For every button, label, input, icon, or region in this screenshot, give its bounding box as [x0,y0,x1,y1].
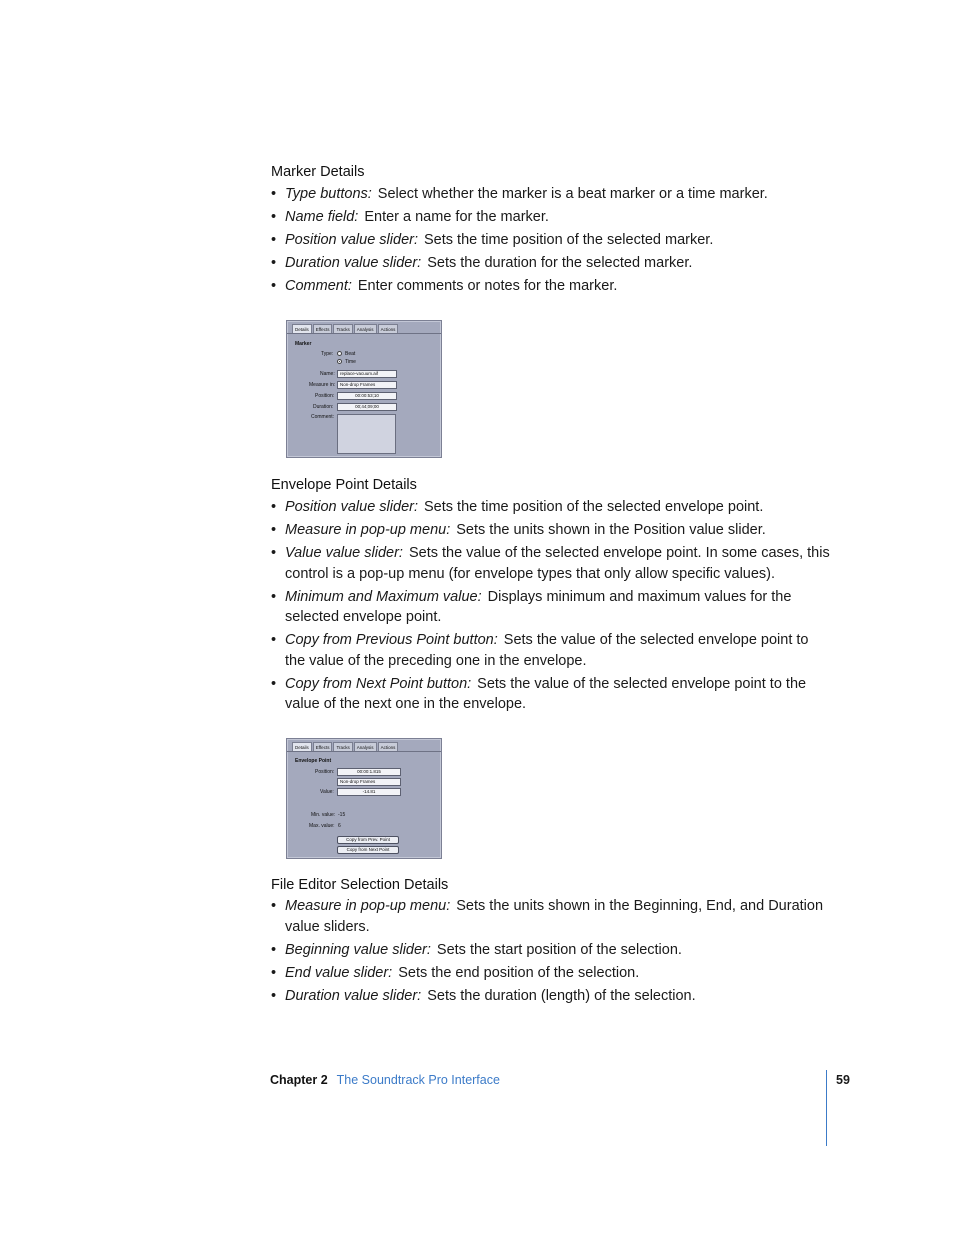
term: Copy from Previous Point button: [285,632,498,648]
section-heading-envelope-point-details: Envelope Point Details [271,477,417,493]
list-item [271,674,831,715]
term: Measure in pop-up menu: [285,522,451,538]
measure-label: Measure in: [309,382,336,388]
description: Sets the end position of the selection. [398,964,640,981]
tab-tracks: Tracks [333,742,352,751]
comment-label: Comment: [311,414,335,420]
measure-popup [337,381,397,389]
description: Enter comments or notes for the marker. [357,278,618,294]
page-number: 59 [836,1073,850,1087]
value-value: -14.81 [362,789,376,794]
list-item [271,630,831,671]
marker-details-screenshot [286,320,442,458]
name-field: replace-vacuum.aif [337,370,397,378]
chapter-title: The Soundtrack Pro Interface [336,1073,500,1087]
term: Position value slider: [285,232,418,248]
list-item [271,587,831,628]
duration-label: Duration: [313,404,334,410]
comment-box [337,414,396,454]
group-title: Marker [295,341,312,347]
tab-effects: Effects [313,742,333,751]
measure-popup-value: Non-drop Frames [340,382,376,387]
position-label: Position: [315,393,335,399]
term: Type buttons: [285,186,372,202]
tab-divider [287,751,441,752]
description: Displays minimum and maximum values for the selected envelope point. [285,588,792,625]
section-heading-file-editor-selection-details: File Editor Selection Details [271,877,449,893]
position-slider [337,768,401,776]
description: Sets the duration for the selected marker. [427,255,693,271]
tab-analysis: Analysis [354,742,377,751]
list-item [271,520,831,541]
envelope-point-screenshot [286,738,442,859]
term: Name field: [285,209,359,225]
term: End value slider: [285,964,393,981]
duration-value: 00;44;09;00 [355,404,379,409]
term: Minimum and Maximum value: [285,588,482,605]
list-item [271,940,831,961]
description: Sets the time position of the selected envelope point. [424,499,764,515]
group-title: Envelope Point [295,758,332,764]
beat-radio-label: Beat [345,351,356,357]
min-value-label: Min. value: [311,812,336,818]
list-item [271,276,831,297]
tab-bar [292,324,398,333]
min-value: -15 [338,812,346,818]
copy-prev-point-button: Copy from Prev. Point [337,836,399,844]
position-value: 00:00:53;10 [355,393,379,398]
description: Sets the units shown in the Beginning, End, and Duration value sliders. [285,898,824,935]
term: Position value slider: [285,499,418,515]
term: Measure in pop-up menu: [285,898,451,914]
tab-tracks: Tracks [333,324,352,333]
file-editor-details-list [271,896,831,1009]
position-label: Position: [315,769,335,775]
description: Sets the value of the selected envelope point. In some cases, this control is a pop-up menu (for envelope types that only allow specific values). [285,545,830,582]
position-slider [337,392,397,400]
measure-popup [337,778,401,786]
tab-effects: Effects [313,324,333,333]
term: Beginning value slider: [285,941,431,958]
term: Duration value slider: [285,987,422,1004]
term: Value value slider: [285,545,403,561]
list-item [271,207,831,228]
copy-next-point-button: Copy from Next Point [337,846,399,854]
beat-radio [337,351,342,356]
term: Copy from Next Point button: [285,675,472,692]
max-value: 6 [338,823,341,829]
value-slider [337,788,401,796]
tab-analysis: Analysis [354,324,377,333]
time-radio-label: Time [345,359,356,365]
chapter-label: Chapter 2 [270,1073,328,1087]
envelope-details-list [271,497,831,717]
description: Select whether the marker is a beat marker or a time marker. [377,186,768,202]
position-value: 00:00:1.815 [357,769,381,774]
time-radio [337,359,342,364]
list-item [271,230,831,251]
duration-slider [337,403,397,411]
description: Enter a name for the marker. [364,209,549,225]
type-label: Type: [321,351,334,357]
marker-details-list [271,184,831,299]
tab-details: Details [292,742,312,751]
description: Sets the units shown in the Position value slider. [456,522,766,538]
tab-details: Details [292,324,312,333]
description: Sets the time position of the selected marker. [424,232,714,248]
section-heading-marker-details: Marker Details [271,164,365,180]
tab-actions: Actions [378,742,399,751]
term: Comment: [285,278,352,294]
list-item [271,896,831,937]
list-item [271,986,831,1007]
max-value-label: Max. value: [309,823,335,829]
list-item [271,497,831,518]
description: Sets the value of the selected envelope point to the value of the preceding one in the envelope. [285,632,809,669]
measure-popup-value: Non-drop Frames [340,779,376,784]
name-label: Name: [320,371,335,377]
description: Sets the duration (length) of the selection. [427,987,696,1004]
tab-bar [292,742,398,751]
value-label: Value: [320,789,334,795]
list-item [271,253,831,274]
description: Sets the start position of the selection. [436,941,682,958]
description: Sets the value of the selected envelope point to the value of the next one in the envelope. [285,675,807,712]
list-item [271,543,831,584]
tab-actions: Actions [378,324,399,333]
page-footer [270,1073,500,1087]
list-item [271,184,831,205]
footer-divider [826,1070,827,1146]
tab-divider [287,333,441,334]
term: Duration value slider: [285,255,422,271]
list-item [271,963,831,984]
